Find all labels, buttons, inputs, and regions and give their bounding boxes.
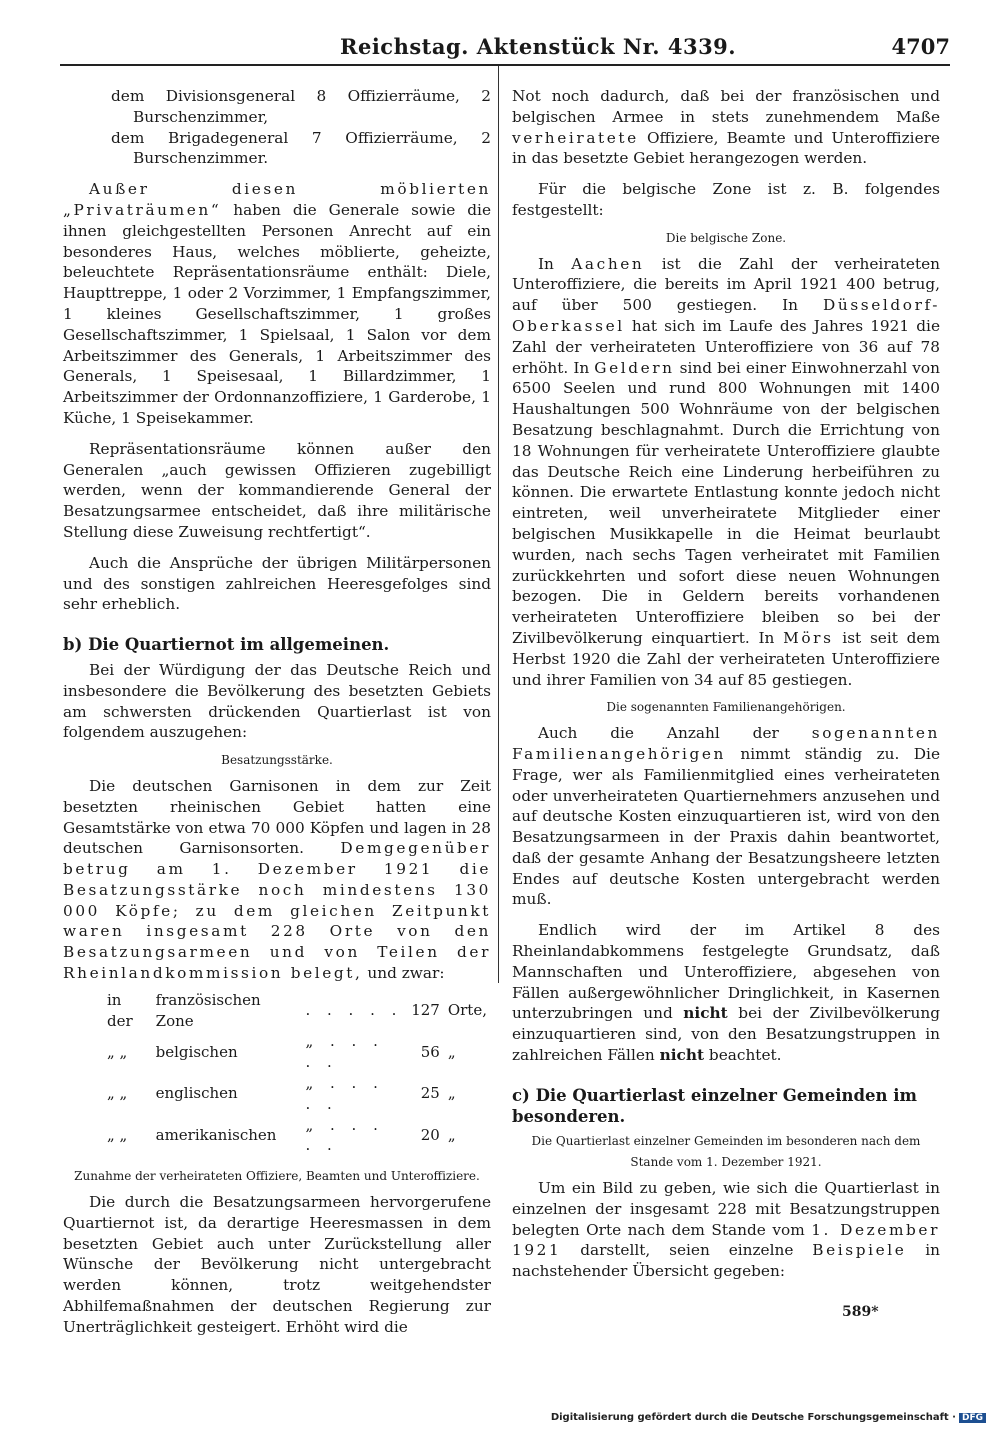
paragraph-text: Endlich wird der im Artikel 8 des Rheinlandabkommens festgelegte Grundsatz, daß Mannschaften und Unteroffiziere, abgesehen von Fällen außergewöhnlicher Dringlichkeit, in Kasernen unterzubringen und	[512, 921, 940, 1023]
paragraph-text: nimmt ständig zu. Die Frage, wer als Familienmitglied eines verheirateten oder unverheirateten Quartiernehmers anzusehen und auf deutsche Kosten einzuquartieren ist, wird von den Besatzungsarmeen in der Praxis dahin beantwortet, daß der gesamte Anhang der Besatzungsheere letzten Endes auf deutsche Kosten untergebracht werden muß.	[512, 744, 940, 909]
paragraph-text: darstellt, seien einzelne	[561, 1241, 813, 1260]
bold-text: nicht	[659, 1046, 705, 1065]
paragraph-text: sind bei einer Einwohnerzahl von 6500 Seelen und rund 800 Wohnungen mit 1400 Haushaltungen 500 Wohnräume von der belgischen Besatzung beschlagnahmt. Durch die Errichtung von 18 Wohnungen für verheiratete Unteroffiziere glaubte das Deutsche Reich eine Linderung herbeiführen zu können. Die erwartete Entlastung konnte jedoch nicht eintreten, weil unverheiratete Mitglieder einer belgischen Musikkapelle in die Heimat beurlaubt wurden, nach sechs Tagen verheiratet mit Familien zurückkehrten und sofort diese neuen Wohnungen bezogen. Die in Geldern bereits vorhandenen verheirateten Unteroffiziere bleiben so bei der Zivilbevölkerung einquartiert. In	[512, 358, 940, 647]
paragraph	[63, 179, 491, 429]
paragraph-text: Um ein Bild zu geben, wie sich die Quartierlast in einzelnen der insgesamt 228 mit Besatzungstruppen belegten Orte nach dem Stande vom	[512, 1179, 940, 1239]
paragraph-text: in nachstehender Übersicht gegeben:	[512, 1241, 940, 1281]
spaced-text: Beispiele	[812, 1241, 907, 1260]
dfg-logo-icon: DFG	[959, 1413, 986, 1423]
paragraph: Auch die Ansprüche der übrigen Militärpersonen und des sonstigen zahlreichen Heeresgefolges sind sehr erheblich.	[63, 553, 491, 614]
leader-dots: „ . . . . .	[305, 1115, 384, 1155]
paragraph	[512, 920, 940, 1066]
paragraph-text: haben die Generale sowie die ihnen gleichgestellten Personen Anrecht auf ein besonderes Haus, welches möblierte, geheizte, beleuchtete Repräsentationsräume enthält: Diele, Haupttreppe, 1 oder 2 Vorzimmer, 1 Empfangszimmer, 1 kleines Gesellschaftszimmer, 1 großes Gesellschaftszimmer, 1 Spielsaal, 1 Salon vor dem Arbeitszimmer des Generals, 1 Arbeitszimmer des Generals, 1 Speisesaal, 1 Billardzimmer, 1 Arbeitszimmer der Ordonnanzoffiziere, 1 Garderobe, 1 Küche, 1 Speisekammer.	[63, 200, 491, 427]
paragraph-text: bei der Zivilbevölkerung einzuquartieren sind, von den Besatzungstruppen in zahlreichen Fällen	[512, 1004, 940, 1065]
section-heading-c: c) Die Quartierlast einzelner Gemeinden im besonderen.	[512, 1085, 918, 1126]
zone-name: französischen Zone	[155, 990, 261, 1030]
paragraph-text: und zwar:	[362, 964, 445, 983]
table-row	[103, 1031, 491, 1073]
place-name: Geldern	[594, 358, 675, 377]
zone-count: 127	[411, 1001, 440, 1020]
sheet-number: 589*	[842, 1304, 879, 1320]
page-header	[60, 30, 950, 66]
paragraph	[63, 776, 491, 984]
zone-table	[103, 990, 491, 1156]
paragraph	[512, 86, 940, 169]
list-item: dem Divisionsgeneral 8 Offizierräume, 2 Burschenzimmer,	[111, 87, 491, 126]
zone-unit: „	[447, 1126, 456, 1145]
paragraph	[512, 723, 940, 910]
section-heading-b: b) Die Quartiernot im allgemeinen.	[63, 635, 390, 655]
zone-prefix: in der	[107, 990, 133, 1030]
paragraph-text: Not noch dadurch, daß bei der französischen und belgischen Armee in stets zunehmendem Maße	[512, 87, 940, 126]
paragraph	[512, 254, 940, 691]
subheading: Die Quartierlast einzelner Gemeinden im besonderen nach dem Stande vom 1. Dezember 1921.	[531, 1134, 921, 1170]
dfg-credit	[551, 1412, 986, 1423]
spaced-text: sogenannten Familienangehörigen	[512, 724, 940, 763]
zone-prefix: „ „	[107, 1126, 128, 1145]
header-title: Reichstag. Aktenstück Nr. 4339.	[340, 34, 737, 59]
zone-name: amerikanischen	[155, 1126, 277, 1145]
paragraph: Die durch die Besatzungsarmeen hervorgerufene Quartiernot ist, da derartige Heeresmassen in dem besetzten Gebiet auch unter Zurückstellung aller Wünsche der Bevölkerung nicht untergebracht werden können, trotz weitgehendster Abhilfemaßnahmen der deutschen Regierung zur Unerträglichkeit gesteigert. Erhöht wird die	[63, 1193, 491, 1336]
column-divider	[498, 66, 499, 983]
spaced-text: 1. Dezember 1921	[512, 1220, 941, 1260]
place-name: Aachen	[571, 254, 645, 273]
zone-count: 56	[420, 1042, 440, 1061]
paragraph: Für die belgische Zone ist z. B. folgendes festgestellt:	[512, 180, 940, 219]
spaced-text: Demgegenüber betrug am 1. Dezember 1921 die Besatzungsstärke noch mindestens 130 000 Köpfe; zu dem gleichen Zeitpunkt waren insgesamt 228 Orte von den Besatzungsarmeen und von Teilen der Rheinlandkommission belegt,	[63, 839, 491, 983]
table-row	[103, 1115, 491, 1157]
paragraph	[512, 1178, 940, 1282]
table-row	[103, 990, 491, 1032]
subheading: Zunahme der verheirateten Offiziere, Beamten und Unteroffiziere.	[74, 1169, 480, 1184]
right-column	[512, 86, 940, 1282]
place-name: Düsseldorf-Oberkassel	[512, 296, 940, 335]
zone-count: 25	[420, 1084, 440, 1103]
paragraph-text: Auch die Anzahl der	[538, 724, 812, 743]
subheading: Die sogenannten Familienangehörigen.	[606, 700, 846, 715]
subheading: Besatzungsstärke.	[221, 753, 333, 768]
subheading: Die belgische Zone.	[665, 230, 787, 245]
zone-prefix: „ „	[107, 1042, 128, 1061]
zone-unit: „	[447, 1042, 456, 1061]
zone-unit: „	[447, 1084, 456, 1103]
paragraph: Repräsentationsräume können außer den Generalen „auch gewissen Offizieren zugebilligt werden, wenn der kommandierende General der Besatzungsarmee entscheidet, daß ihre militärische Stellung diese Zuweisung rechtfertigt“.	[63, 439, 491, 541]
paragraph-text: In	[538, 254, 572, 273]
paragraph-text: beachtet.	[704, 1046, 782, 1065]
place-name: Mörs	[783, 628, 834, 647]
leader-dots: . . . . .	[305, 1001, 403, 1020]
paragraph: Bei der Würdigung der das Deutsche Reich und insbesondere die Bevölkerung des besetzten Gebiets am schwersten drückenden Quartierlast ist von folgendem auszugehen:	[63, 660, 491, 742]
zone-name: belgischen	[155, 1042, 238, 1061]
zone-name: englischen	[155, 1084, 238, 1103]
paragraph-text: ist die Zahl der verheirateten Unteroffiziere, die bereits im April 1921 400 betrug, auf über 500 gestiegen. In	[512, 254, 941, 315]
zone-unit: Orte,	[447, 1001, 487, 1020]
page-number: 4707	[891, 34, 950, 59]
paragraph-text: hat sich im Laufe des Jahres 1921 die Zahl der verheirateten Unteroffiziere von 36 auf 78 erhöht. In	[512, 316, 940, 377]
spaced-text: verheiratete	[512, 128, 639, 147]
paragraph-text: Die deutschen Garnisonen in dem zur Zeit besetzten rheinischen Gebiet hatten eine Gesamtstärke von etwa 70 000 Köpfen und lagen in 28 deutschen Garnisonsorten.	[63, 776, 491, 858]
dfg-credit-text: Digitalisierung gefördert durch die Deutsche Forschungsgemeinschaft ·	[550, 1412, 956, 1423]
paragraph-text: ist seit dem Herbst 1920 die Zahl der verheirateten Unteroffiziere und ihrer Familien von 34 auf 85 gestiegen.	[512, 628, 940, 689]
leader-dots: „ . . . . .	[305, 1032, 384, 1072]
spaced-text: Außer diesen möblierten „Privaträumen“	[63, 180, 491, 219]
zone-prefix: „ „	[107, 1084, 128, 1103]
bold-text: nicht	[683, 1004, 728, 1023]
left-column	[63, 86, 491, 1338]
list-item: dem Brigadegeneral 7 Offizierräume, 2 Burschenzimmer.	[111, 128, 491, 168]
leader-dots: „ . . . . .	[305, 1074, 384, 1113]
zone-count: 20	[420, 1126, 440, 1145]
paragraph-text: Offiziere, Beamte und Unteroffiziere in das besetzte Gebiet herangezogen werden.	[512, 128, 940, 168]
table-row	[103, 1073, 491, 1115]
